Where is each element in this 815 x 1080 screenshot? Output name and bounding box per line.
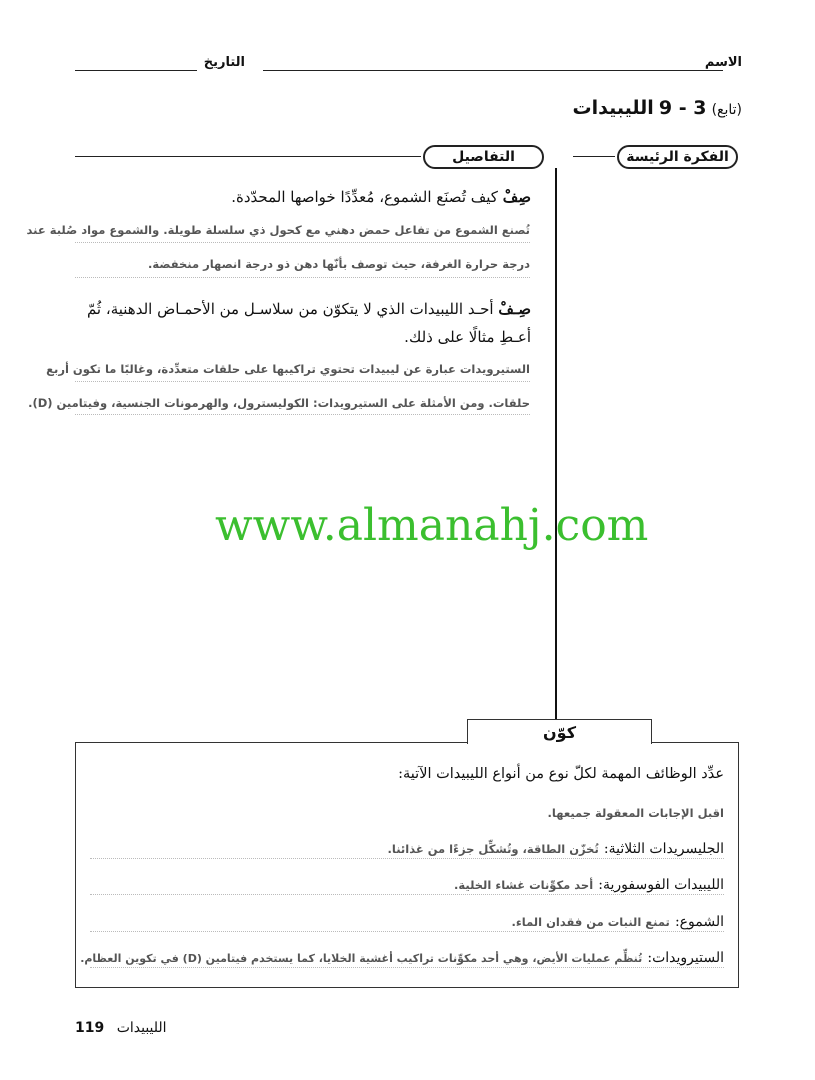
kawwin-item-answer: تمنع النبات من فقدان الماء. [511, 915, 670, 929]
main-idea-header: الفكرة الرئيسة [617, 145, 738, 169]
date-input-line[interactable] [75, 70, 197, 71]
section-title-name: الليبيدات [572, 97, 654, 119]
question-2-verb: صِـفْ [498, 300, 531, 318]
watermark: www.almanahj.com [215, 500, 649, 551]
column-divider [555, 168, 557, 728]
answer-line [75, 381, 530, 382]
page-footer [75, 1020, 167, 1036]
page-number: 119 [75, 1020, 105, 1036]
chapter-name: الليبيدات [116, 1020, 167, 1036]
main-idea-rule [573, 156, 615, 157]
question-2-text: أحـد الليبيدات الذي لا يتكوّن من سلاسـل من الأحمـاض الدهنية، ثُمّ أعـطِ مثالًا على ذلك. [86, 300, 531, 346]
kawwin-item [512, 911, 724, 930]
answer-1-line-2: درجة حرارة الغرفة، حيث توصف بأنّها دهن ذو درجة انصهار منخفضة. [148, 257, 530, 271]
details-rule [75, 156, 421, 157]
answer-line [75, 277, 530, 278]
kawwin-item-answer: تُنظِّم عمليات الأيض، وهي أحد مكوِّنات تراكيب أغشية الخلايا، كما يستخدم فيتامين (D) في تكوين العظام. [80, 952, 643, 965]
answer-line [90, 894, 724, 895]
question-1 [76, 183, 531, 211]
kawwin-item-answer: تُخزّن الطاقة، وتُشكِّل جزءًا من غذائنا. [387, 842, 599, 856]
kawwin-item-answer: أحد مكوِّنات غشاء الخلية. [454, 878, 594, 892]
kawwin-note: اقبل الإجابات المعقولة جميعها. [547, 806, 724, 820]
kawwin-item [454, 874, 724, 893]
kawwin-item-label: الليبيدات الفوسفورية: [598, 877, 724, 893]
answer-line [90, 931, 724, 932]
kawwin-item-label: الجليسريدات الثلاثية: [603, 841, 724, 857]
name-label: الاسم [704, 55, 742, 70]
answer-line [75, 242, 530, 243]
answer-2-line-1: الستيرويدات عبارة عن ليبيدات تحتوي تراكيبها على حلقات متعدِّدة، وغالبًا ما تكون أربع [46, 362, 530, 376]
answer-1-line-1: تُصنع الشموع من تفاعل حمض دهني مع كحول ذي سلسلة طويلة. والشموع مواد صُلبة عند [26, 223, 530, 237]
answer-2-line-2: حلقات. ومن الأمثلة على الستيرويدات: الكوليسترول، والهرمونات الجنسية، وفيتامين (D). [28, 396, 530, 410]
name-input-line[interactable] [263, 70, 723, 71]
answer-line [75, 414, 530, 415]
kawwin-item-label: الشموع: [674, 914, 724, 930]
question-1-text: كيف تُصنَع الشموع، مُعدِّدًا خواصها المحدّدة. [231, 188, 503, 206]
section-title-prefix: (تابع) [711, 102, 742, 118]
kawwin-instruction: عدِّد الوظائف المهمة لكلّ نوع من أنواع الليبيدات الآتية: [398, 766, 724, 782]
kawwin-tab: كوّن [467, 719, 652, 744]
date-label: التاريخ [203, 55, 245, 70]
details-header: التفاصيل [423, 145, 544, 169]
section-title [573, 97, 742, 119]
question-1-verb: صِفْ [502, 188, 531, 206]
kawwin-item [80, 947, 724, 966]
question-2 [73, 295, 531, 351]
answer-line [90, 858, 724, 859]
kawwin-item-label: الستيرويدات: [647, 950, 724, 966]
kawwin-item [388, 838, 724, 857]
section-title-number: 3 - 9 [658, 97, 707, 119]
answer-line [90, 967, 724, 968]
